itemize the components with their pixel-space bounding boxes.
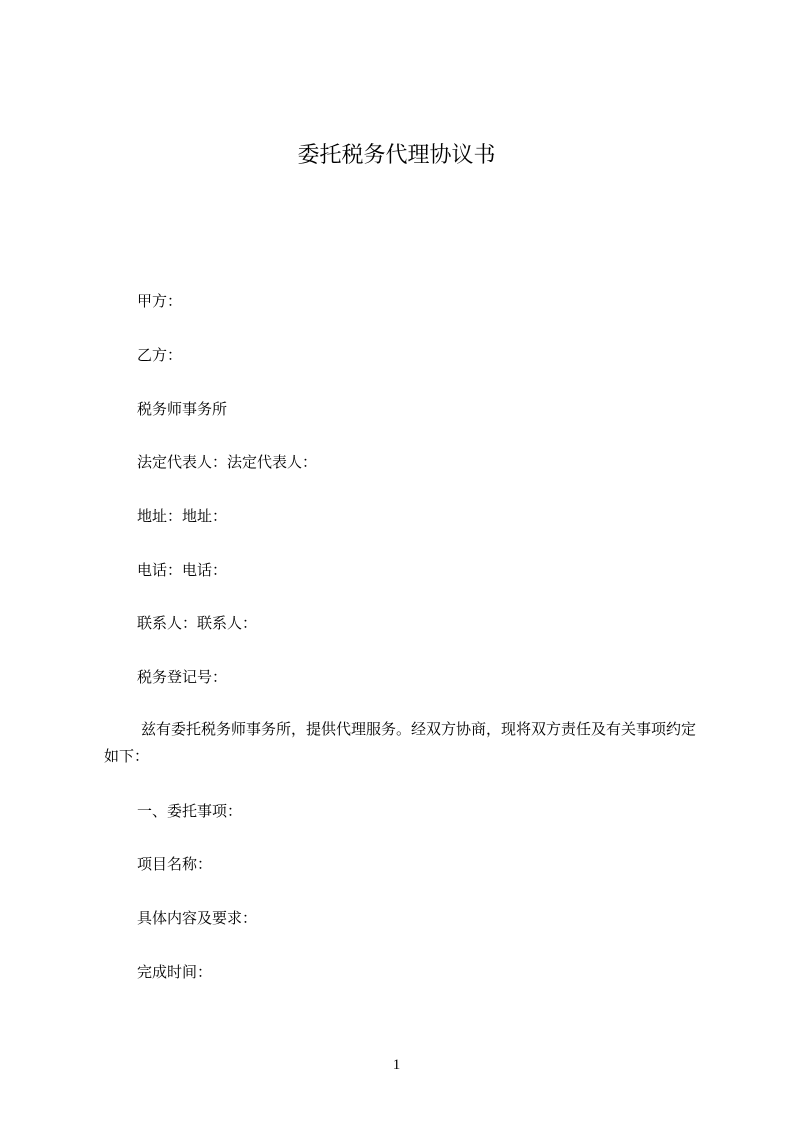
content-requirements-label: 具体内容及要求： — [137, 909, 258, 927]
intro-paragraph: 兹有委托税务师事务所，提供代理服务。经双方协商，现将双方责任及有关事项约定如下： — [104, 720, 697, 765]
firm-name: 税务师事务所 — [137, 400, 228, 418]
address-label: 地址：地址： — [137, 507, 228, 525]
completion-time-label: 完成时间： — [137, 963, 213, 981]
project-name-label: 项目名称： — [137, 855, 213, 873]
tax-registration-label: 税务登记号： — [137, 668, 228, 686]
party-a-label: 甲方： — [137, 292, 183, 310]
section-1-heading: 一、委托事项： — [137, 802, 243, 820]
document-title: 委托税务代理协议书 — [297, 143, 496, 168]
page-number: 1 — [392, 1057, 401, 1073]
contact-person-label: 联系人：联系人： — [137, 614, 258, 632]
party-b-label: 乙方： — [137, 346, 183, 364]
phone-label: 电话：电话： — [137, 561, 228, 579]
legal-representative-label: 法定代表人：法定代表人： — [137, 453, 318, 471]
